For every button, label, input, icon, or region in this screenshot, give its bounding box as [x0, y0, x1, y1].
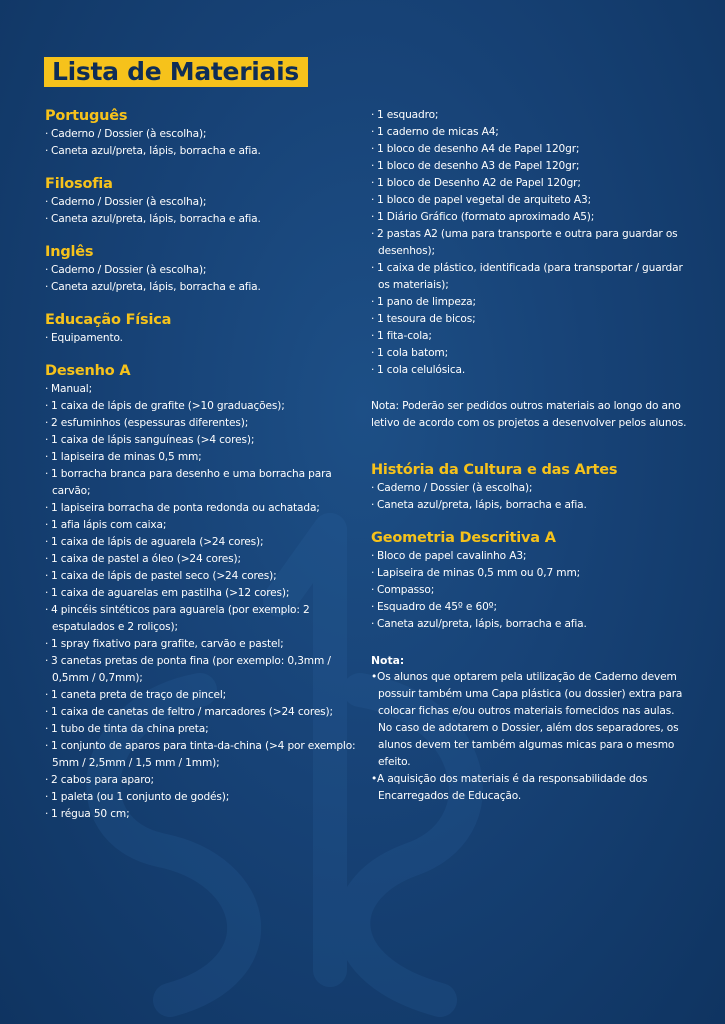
- section-heading: Filosofia: [45, 176, 113, 192]
- list-item: · 1 bloco de Desenho A2 de Papel 120gr;: [371, 177, 581, 189]
- section-ingles: [45, 244, 357, 296]
- list-item: · 1 caderno de micas A4;: [371, 126, 499, 138]
- list-item: · 1 tubo de tinta da china preta;: [45, 723, 209, 735]
- section-portugues: [45, 108, 357, 160]
- list-item: · 1 bloco de desenho A4 de Papel 120gr;: [371, 143, 580, 155]
- section-geometria-descritiva-a: [371, 530, 691, 633]
- item-list: [371, 107, 691, 379]
- section-desenho-a-continued: [371, 107, 691, 379]
- list-item: · Caderno / Dossier (à escolha);: [45, 264, 207, 276]
- list-item: · Caderno / Dossier (à escolha);: [45, 196, 207, 208]
- section-heading: Português: [45, 108, 128, 124]
- list-item: · 1 caixa de lápis de aguarela (>24 cores);: [45, 536, 264, 548]
- item-list: [45, 126, 357, 160]
- item-list: [45, 381, 357, 823]
- list-item: · 1 caixa de canetas de feltro / marcadores (>24 cores);: [45, 706, 333, 718]
- list-item: · 1 caixa de aguarelas em pastilha (>12 cores);: [45, 587, 290, 599]
- page-title: Lista de Materiais: [44, 57, 308, 87]
- section-heading: Desenho A: [45, 363, 131, 379]
- section-heading: Geometria Descritiva A: [371, 530, 556, 546]
- list-item: · Caneta azul/preta, lápis, borracha e afia.: [45, 145, 261, 157]
- section-historia-cultura-artes: [371, 462, 691, 514]
- list-item: · 1 caneta preta de traço de pincel;: [45, 689, 227, 701]
- list-item: · 1 conjunto de aparos para tinta-da-china (>4 por exemplo: 5mm / 2,5mm / 1,5 mm / 1mm);: [45, 740, 356, 769]
- list-item: · Manual;: [45, 383, 93, 395]
- list-item: · Caneta azul/preta, lápis, borracha e afia.: [45, 213, 261, 225]
- item-list: [371, 548, 691, 633]
- list-item: · 1 caixa de lápis de pastel seco (>24 cores);: [45, 570, 277, 582]
- section-heading: História da Cultura e das Artes: [371, 462, 618, 478]
- list-item: · 1 caixa de plástico, identificada (para transportar / guardar os materiais);: [371, 262, 683, 291]
- note-item: •Os alunos que optarem pela utilização de Caderno devem possuir também uma Capa plástica (ou dossier) extra para colocar fichas e/ou outros materiais fornecidos nas aulas. No caso de adotarem o Dossier, além dos separadores, os alunos devem ter também algumas micas para o mesmo efeito.: [371, 671, 683, 768]
- section-heading: Inglês: [45, 244, 94, 260]
- note-list: [371, 669, 691, 805]
- list-item: · 1 borracha branca para desenho e uma borracha para carvão;: [45, 468, 332, 497]
- list-item: · 1 Diário Gráfico (formato aproximado A5);: [371, 211, 595, 223]
- list-item: · Compasso;: [371, 584, 435, 596]
- list-item: · 1 fita-cola;: [371, 330, 432, 342]
- item-list: [45, 194, 357, 228]
- list-item: · 1 lapiseira borracha de ponta redonda ou achatada;: [45, 502, 320, 514]
- note-item: •A aquisição dos materiais é da responsabilidade dos Encarregados de Educação.: [371, 773, 648, 802]
- list-item: · 1 cola batom;: [371, 347, 449, 359]
- section-educacao-fisica: [45, 312, 357, 347]
- list-item: · Caneta azul/preta, lápis, borracha e afia.: [371, 618, 587, 630]
- item-list: [45, 262, 357, 296]
- section-filosofia: [45, 176, 357, 228]
- list-item: · Caderno / Dossier (à escolha);: [371, 482, 533, 494]
- list-item: · 1 caixa de lápis de grafite (>10 graduações);: [45, 400, 285, 412]
- list-item: · Caderno / Dossier (à escolha);: [45, 128, 207, 140]
- section-heading: Educação Física: [45, 312, 172, 328]
- list-item: · 1 caixa de pastel a óleo (>24 cores);: [45, 553, 241, 565]
- desenho-note: Nota: Poderão ser pedidos outros materiais ao longo do ano letivo de acordo com os projetos a desenvolver pelos alunos.: [371, 400, 687, 429]
- list-item: · 1 paleta (ou 1 conjunto de godés);: [45, 791, 230, 803]
- final-note: [371, 652, 691, 805]
- list-item: · 4 pincéis sintéticos para aguarela (por exemplo: 2 espatulados e 2 roliços);: [45, 604, 310, 633]
- list-item: · 1 cola celulósica.: [371, 364, 466, 376]
- list-item: · Bloco de papel cavalinho A3;: [371, 550, 527, 562]
- list-item: · 1 bloco de desenho A3 de Papel 120gr;: [371, 160, 580, 172]
- list-item: · Esquadro de 45º e 60º;: [371, 601, 497, 613]
- list-item: · 2 pastas A2 (uma para transporte e outra para guardar os desenhos);: [371, 228, 678, 257]
- list-item: · Lapiseira de minas 0,5 mm ou 0,7 mm;: [371, 567, 581, 579]
- list-item: · Caneta azul/preta, lápis, borracha e afia.: [45, 281, 261, 293]
- item-list: [371, 480, 691, 514]
- list-item: · 1 lapiseira de minas 0,5 mm;: [45, 451, 202, 463]
- list-item: · 1 spray fixativo para grafite, carvão e pastel;: [45, 638, 284, 650]
- list-item: · Caneta azul/preta, lápis, borracha e afia.: [371, 499, 587, 511]
- note-heading: Nota:: [371, 654, 405, 667]
- section-desenho-a: [45, 363, 357, 823]
- item-list: [45, 330, 357, 347]
- list-item: · 1 caixa de lápis sanguíneas (>4 cores);: [45, 434, 255, 446]
- list-item: · 1 esquadro;: [371, 109, 439, 121]
- list-item: · 1 afia lápis com caixa;: [45, 519, 167, 531]
- list-item: · 1 tesoura de bicos;: [371, 313, 476, 325]
- list-item: · 1 régua 50 cm;: [45, 808, 130, 820]
- list-item: · Equipamento.: [45, 332, 123, 344]
- list-item: · 3 canetas pretas de ponta fina (por exemplo: 0,3mm / 0,5mm / 0,7mm);: [45, 655, 331, 684]
- list-item: · 2 cabos para aparo;: [45, 774, 154, 786]
- list-item: · 1 bloco de papel vegetal de arquiteto A3;: [371, 194, 592, 206]
- list-item: · 2 esfuminhos (espessuras diferentes);: [45, 417, 249, 429]
- list-item: · 1 pano de limpeza;: [371, 296, 476, 308]
